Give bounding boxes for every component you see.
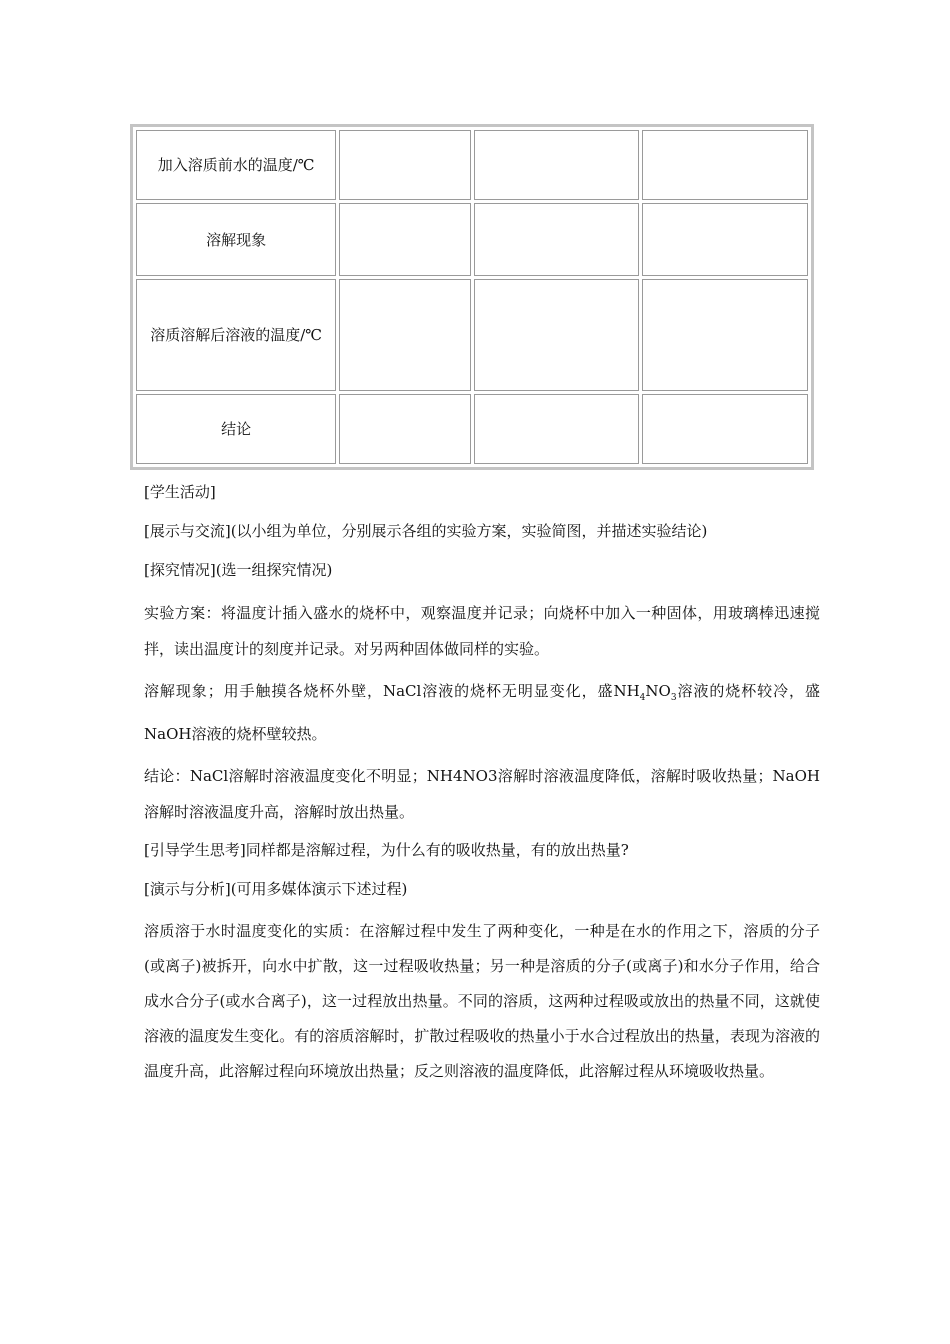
row-label-final-temperature: 溶质溶解后溶液的温度/℃: [136, 279, 336, 391]
row-label-initial-temperature: 加入溶质前水的温度/℃: [136, 130, 336, 200]
table-cell: [642, 203, 808, 276]
dissolution-phenomenon-paragraph: [144, 673, 820, 752]
section-show-and-exchange: [展示与交流](以小组为单位，分别展示各组的实验方案，实验简图，并描述实验结论): [144, 522, 708, 540]
subscript-4: 4: [639, 693, 646, 703]
table-cell: [474, 130, 638, 200]
table-row: [136, 279, 808, 391]
table-cell: [474, 394, 638, 464]
table-cell: [642, 279, 808, 391]
subscript-3: 3: [670, 693, 677, 703]
table-row: [136, 130, 808, 200]
table-cell: [339, 130, 471, 200]
experiment-plan-paragraph: 实验方案：将温度计插入盛水的烧杯中，观察温度并记录；向烧杯中加入一种固体，用玻璃棒迅速搅拌，读出温度计的刻度并记录。对另两种固体做同样的实验。: [144, 604, 820, 658]
table-cell: [474, 203, 638, 276]
section-demo-analysis: [演示与分析](可用多媒体演示下述过程): [144, 880, 408, 898]
phenomenon-text-part-1: 溶解现象；用手触摸各烧杯外壁，NaCl溶液的烧杯无明显变化，盛NH: [144, 682, 640, 700]
table-cell: [642, 394, 808, 464]
table-cell: [339, 203, 471, 276]
conclusion-paragraph: 结论：NaCl溶解时溶液温度变化不明显；NH4NO3溶解时溶液温度降低，溶解时吸收热量；NaOH溶解时溶液温度升高，溶解时放出热量。: [144, 767, 820, 821]
table-cell: [474, 279, 638, 391]
table-cell: [339, 279, 471, 391]
section-guide-thinking: [引导学生思考]同样都是溶解过程，为什么有的吸收热量，有的放出热量?: [144, 841, 629, 859]
table-cell: [339, 394, 471, 464]
phenomenon-text-part-2: NO: [645, 682, 671, 700]
phenomenon-text-part-3: 溶液的烧杯较冷，盛NaOH溶液的烧杯壁较热。: [144, 682, 820, 743]
section-student-activity: [学生活动]: [144, 483, 216, 501]
row-label-conclusion: 结论: [136, 394, 336, 464]
table-row: [136, 203, 808, 276]
table-cell: [642, 130, 808, 200]
experiment-record-table: [130, 124, 814, 470]
section-inquiry-situation: [探究情况](选一组探究情况): [144, 561, 333, 579]
table-row: [136, 394, 808, 464]
row-label-dissolution-phenomenon: 溶解现象: [136, 203, 336, 276]
lesson-body: [144, 478, 820, 1099]
essence-explanation-paragraph: 溶质溶于水时温度变化的实质：在溶解过程中发生了两种变化，一种是在水的作用之下，溶质的分子(或离子)被拆开，向水中扩散，这一过程吸收热量；另一种是溶质的分子(或离子)和水分子作用，给合成水合分子(或水合离子)，这一过程放出热量。不同的溶质，这两种过程吸或放出的热量不同，这就使溶液的温度发生变化。有的溶质溶解时，扩散过程吸收的热量小于水合过程放出的热量，表现为溶液的温度升高，此溶解过程向环境放出热量；反之则溶液的温度降低，此溶解过程从环境吸收热量。: [144, 922, 820, 1080]
